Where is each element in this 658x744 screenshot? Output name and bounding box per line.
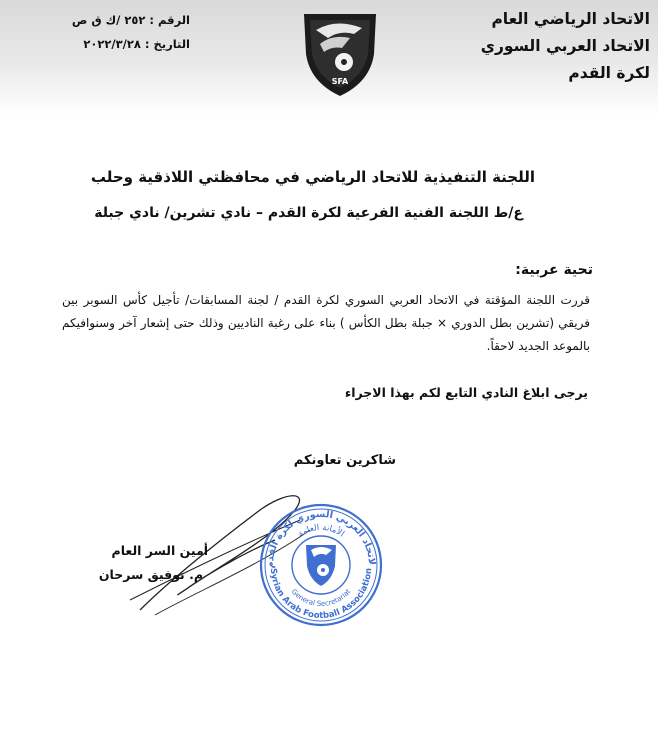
greeting: تحية عربية: (515, 262, 593, 278)
reference-value: ٢٥٢ /ك ق ص (71, 13, 146, 27)
date-label: التاريخ : (144, 37, 190, 51)
logo-text: SFA (331, 77, 349, 86)
closing-thanks: شاكرين تعاونكم (293, 453, 396, 468)
signatory-title: أمين السر العام (111, 543, 208, 558)
attention-line: ع/ط اللجنة الفنية الفرعية لكرة القدم – نادي تشرين/ نادي جبلة (94, 205, 523, 221)
official-stamp (256, 500, 386, 630)
letter-body: قررت اللجنة المؤقتة في الاتحاد العربي السوري لكرة القدم / لجنة المسابقات/ تأجيل كأس السوبر بين فريقي (تشرين بطل الدوري × جبلة بطل الكأس ) بناء على رغبة الناديين وذلك حتى إشعار آخر وسنوافيكم بالموعد الجديد لاحقاً. (62, 293, 590, 353)
stamp-arabic-sub: الأمانة العامة (296, 522, 346, 540)
date-value: ٢٠٢٢/٣/٢٨ (83, 37, 141, 51)
svg-text:الأمانة العامة (296, 523, 346, 539)
stamp-arabic-text: لاتحاد العربي السوري لكرة القدم (264, 508, 378, 569)
org-name-line1: الاتحاد الرياضي العام (491, 10, 650, 28)
sfa-logo (296, 8, 384, 98)
letterhead-organization (420, 6, 650, 87)
stamp-english-text: Syrian Arab Football Association (267, 567, 375, 622)
request-line: يرجى ابلاغ النادي التابع لكم بهذا الاجراء (344, 385, 588, 400)
stamp-english-sub: General Secretariat (289, 587, 353, 609)
addressee-line: اللجنة التنفيذية للاتحاد الرياضي في محافظتي اللاذقية وحلب (90, 168, 535, 186)
reference-label: الرقم : (149, 13, 190, 27)
signatory-name: م. توفيق سرحان (98, 567, 203, 582)
reference-number (60, 8, 190, 32)
reference-block (60, 8, 190, 56)
org-name-line3: لكرة القدم (568, 64, 650, 82)
org-name-line2: الاتحاد العربي السوري (480, 37, 650, 55)
reference-date (60, 32, 190, 56)
